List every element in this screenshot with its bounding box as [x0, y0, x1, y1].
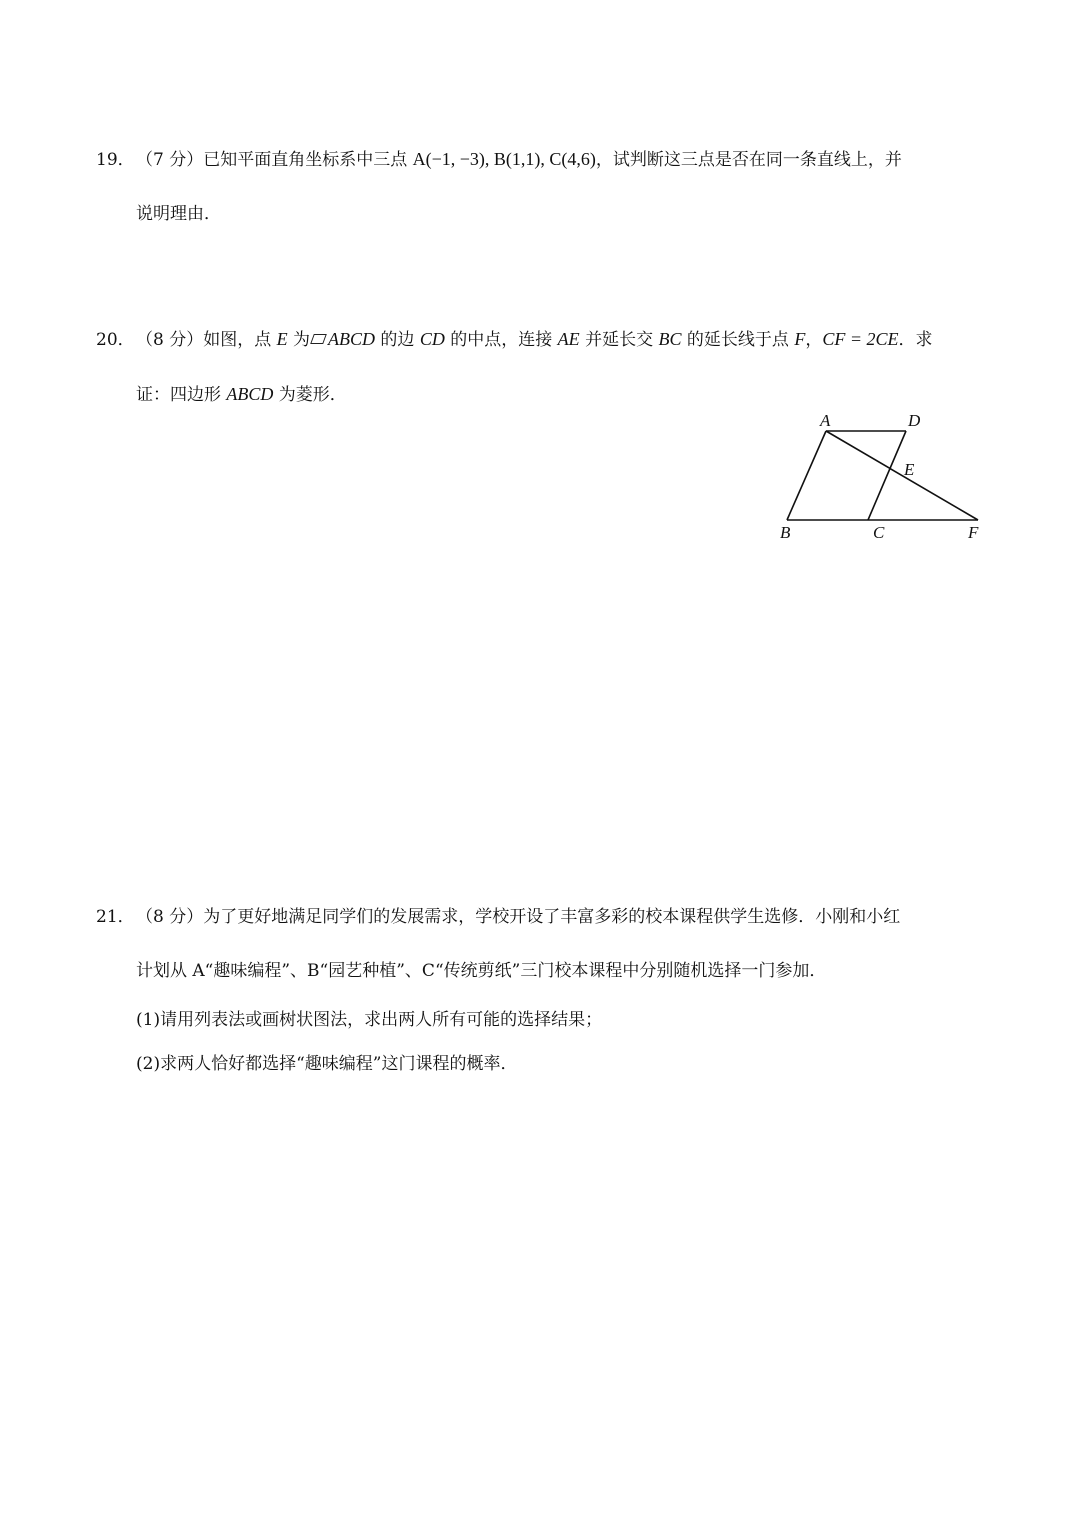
question-19-line-2: 说明理由．: [136, 204, 221, 224]
label-e: E: [904, 460, 915, 479]
q20-abcd-2: ABCD: [226, 384, 274, 404]
question-number: 19．: [96, 150, 135, 170]
q20-text-a: （8 分）如图，点: [136, 330, 277, 350]
q20-e: E: [276, 329, 288, 349]
q20-text-j: 为菱形．: [273, 385, 347, 405]
label-a: A: [820, 411, 831, 430]
question-number: 20．: [96, 330, 135, 350]
q20-equation: CF = 2CE: [822, 329, 899, 349]
q20-ae: AE: [557, 329, 580, 349]
question-21-part-1: (1)请用列表法或画树状图法，求出两人所有可能的选择结果；: [136, 1010, 603, 1030]
geometry-figure: [770, 404, 1000, 554]
q20-abcd: ABCD: [328, 329, 376, 349]
q20-text-i: 证：四边形: [136, 385, 227, 405]
question-21: [96, 890, 996, 1086]
label-d: D: [908, 411, 921, 430]
question-19: [96, 132, 996, 241]
q20-text-b: 为: [287, 330, 311, 350]
q20-text-e: 并延长交: [579, 330, 659, 350]
label-f: F: [968, 523, 979, 542]
question-21-line-1: [96, 890, 996, 944]
q19-text-b: ，试判断这三点是否在同一条直线上，并: [595, 150, 902, 170]
q20-text-f: 的延长线于点: [681, 330, 795, 350]
q20-f: F: [794, 329, 806, 349]
point-b: B(1,1),: [493, 149, 550, 169]
point-c: C(4,6): [549, 149, 596, 169]
question-20-line-1: [96, 312, 996, 367]
segment-af: [826, 431, 978, 520]
q20-bc: BC: [658, 329, 682, 349]
question-number: 21．: [96, 907, 135, 927]
q20-text-c: 的边: [375, 330, 420, 350]
label-c: C: [873, 523, 885, 542]
label-b: B: [780, 523, 791, 542]
question-19-line-1: [96, 132, 996, 187]
q20-text-d: 的中点，连接: [444, 330, 558, 350]
segment-ab: [787, 431, 826, 520]
q20-text-h: ．求: [898, 330, 933, 350]
point-a: A(−1, −3),: [412, 149, 494, 169]
segment-dc: [868, 431, 906, 520]
q19-text-a: （7 分）已知平面直角坐标系中三点: [136, 150, 413, 170]
parallelogram-icon: [310, 334, 327, 344]
q20-cd: CD: [419, 329, 445, 349]
q21-text-1: （8 分）为了更好地满足同学们的发展需求，学校开设了丰富多彩的校本课程供学生选修．小刚和小红: [136, 907, 901, 927]
question-21-part-2: (2)求两人恰好都选择“趣味编程”这门课程的概率．: [136, 1054, 518, 1074]
question-21-line-2: 计划从 A“趣味编程”、B“园艺种植”、C“传统剪纸”三门校本课程中分别随机选择一门参加．: [136, 961, 827, 981]
q20-text-g: ，: [805, 330, 823, 350]
